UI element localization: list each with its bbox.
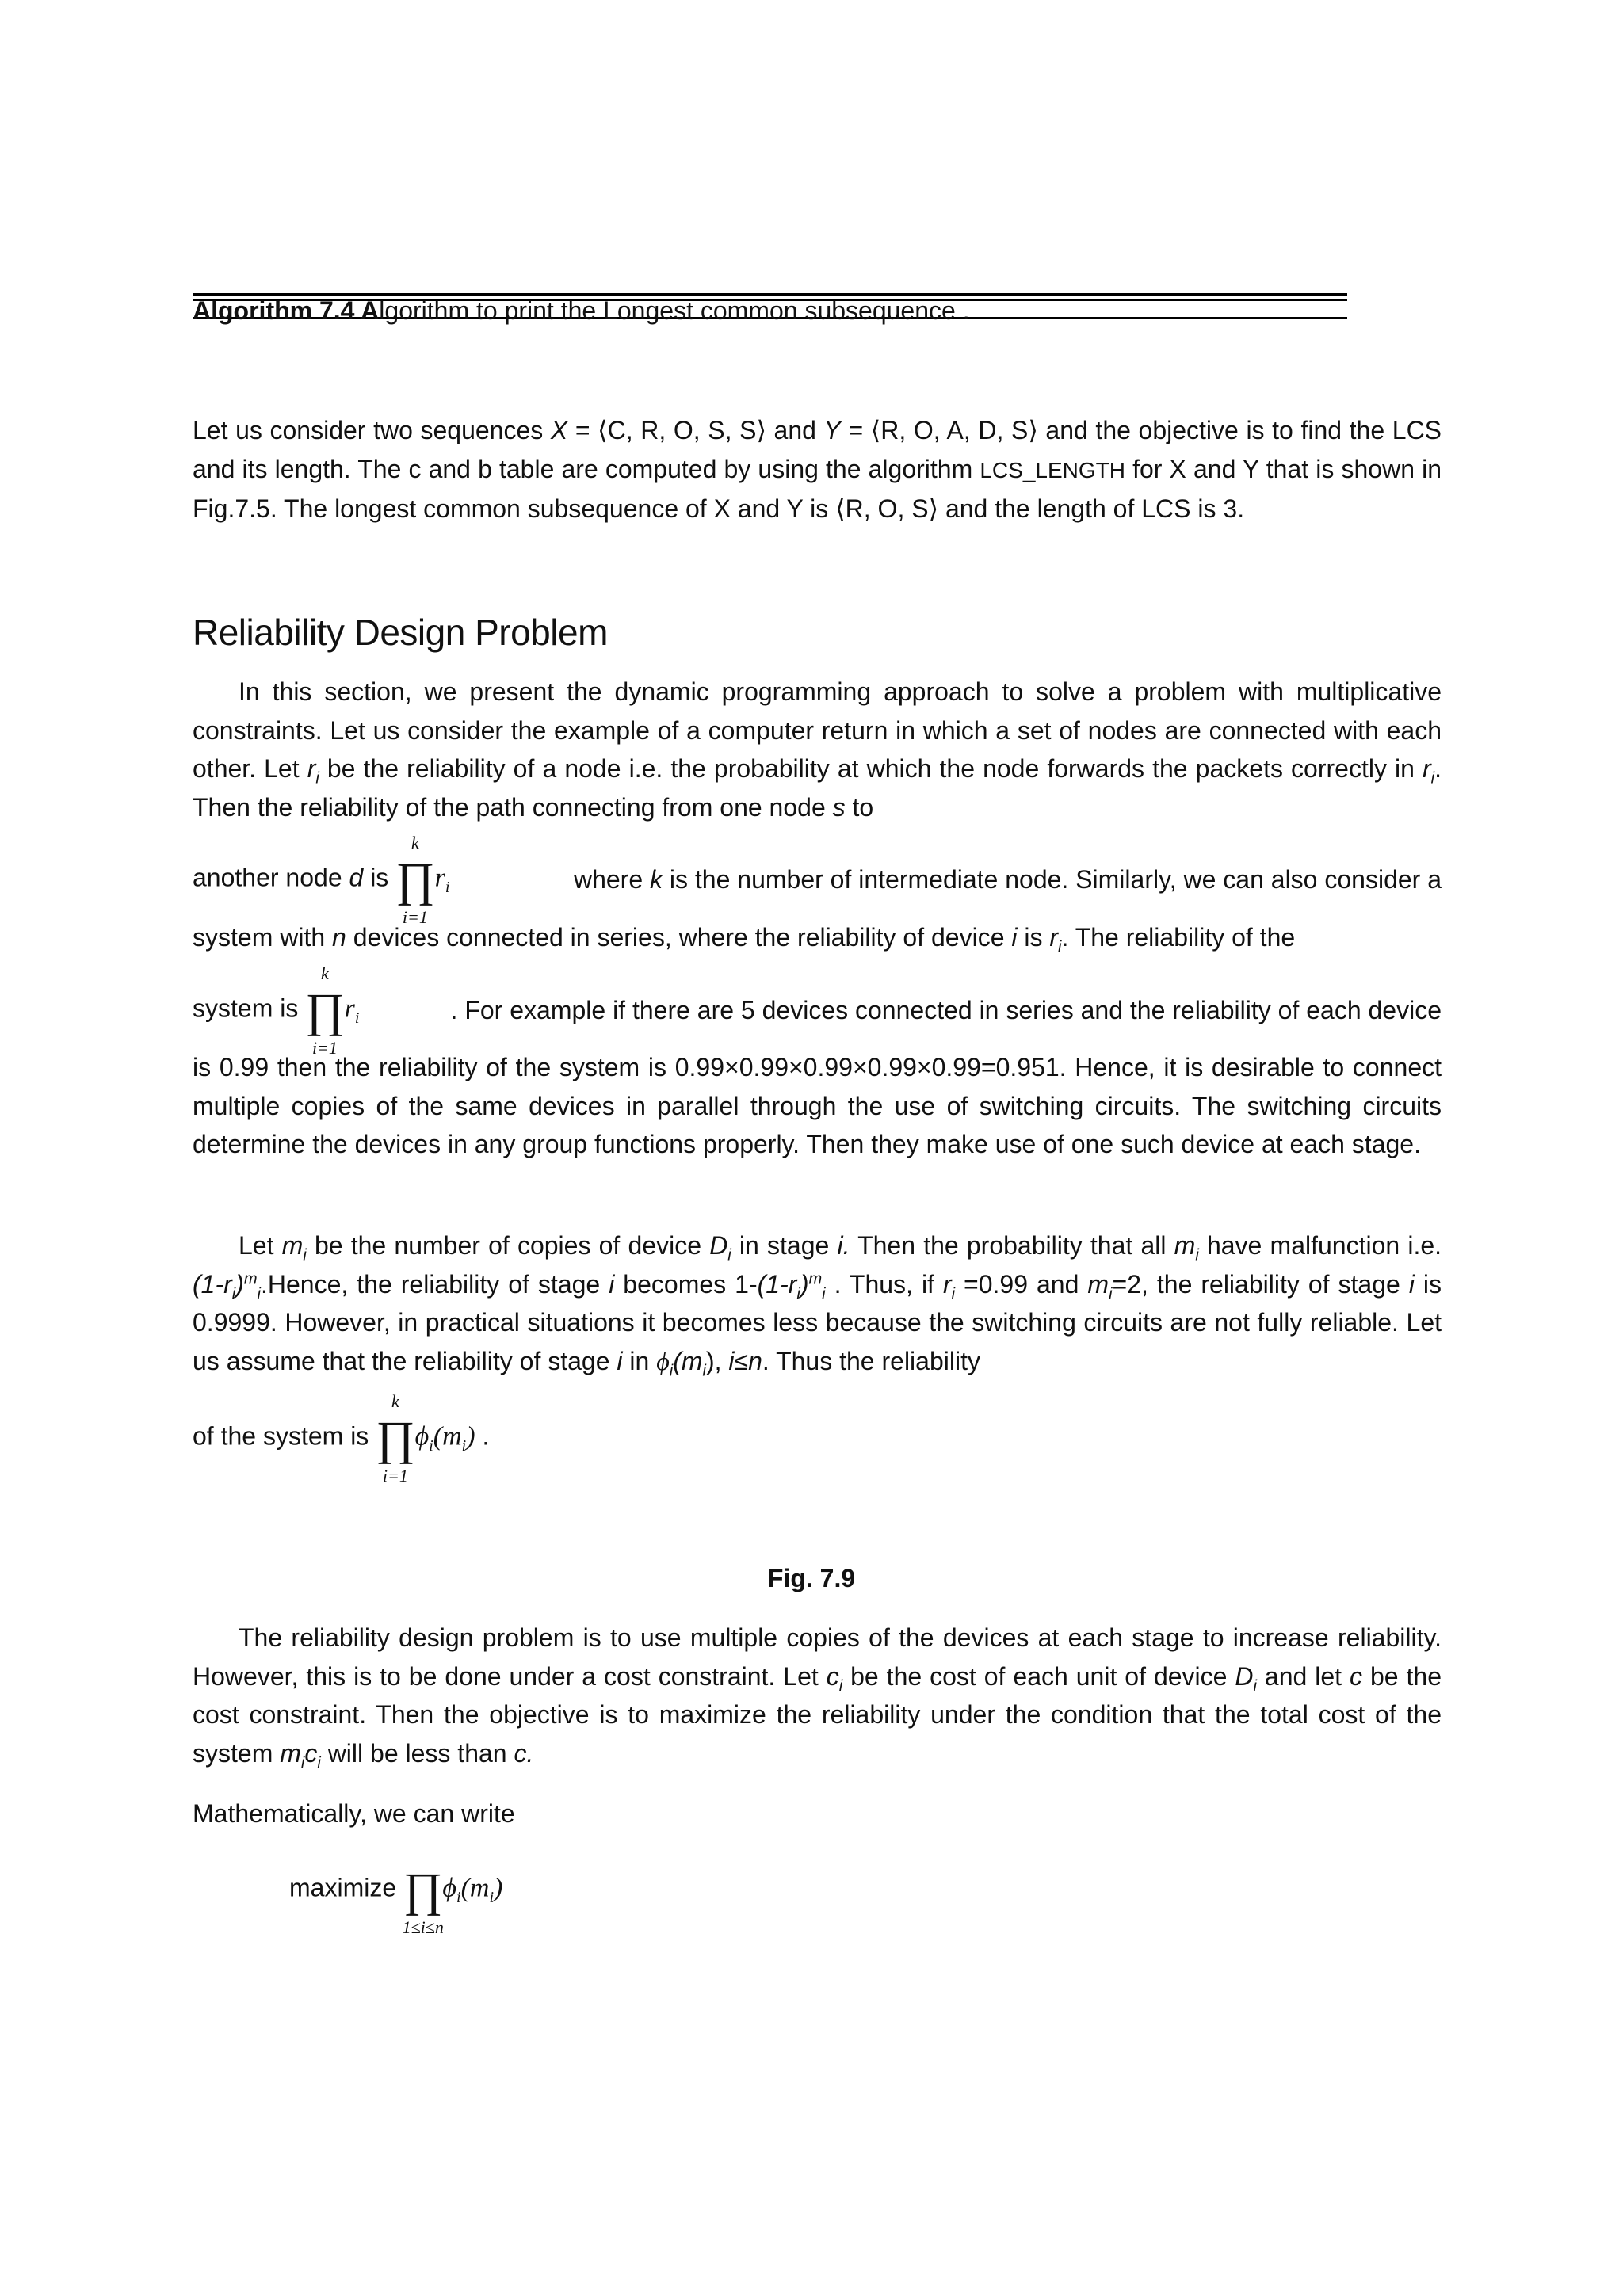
expr: (1-r xyxy=(757,1269,797,1299)
text: for X and Y that is shown in Fig.7.5. The longest common subsequence of X and Y is ⟨R, O, S⟩ and the length of LCS is 3. xyxy=(193,454,1442,523)
var: m xyxy=(1174,1231,1196,1260)
algorithm-title: lgorithm to print the Longest common subsequence . xyxy=(379,296,970,325)
text: becomes 1- xyxy=(614,1269,758,1299)
product-formula-line-2 xyxy=(193,963,1442,1058)
var: i xyxy=(1408,1269,1415,1299)
text: is the number of intermediate node. Similarly, we can also consider a xyxy=(663,865,1442,894)
subscript: i xyxy=(1109,1284,1113,1302)
var: i. xyxy=(837,1231,850,1260)
var: r xyxy=(942,1269,952,1299)
text: in xyxy=(622,1346,657,1375)
superscript: m xyxy=(808,1269,823,1287)
formula-suffix: . For example if there are 5 devices connected in series and the reliability of each device xyxy=(450,996,1442,1024)
algorithm-label: Algorithm 7.4 A xyxy=(193,296,380,325)
text: =2, the reliability of stage xyxy=(1112,1269,1409,1299)
text: is xyxy=(1017,923,1050,952)
var: i xyxy=(609,1269,615,1299)
subscript: i xyxy=(257,1284,261,1302)
text: will be less than xyxy=(320,1738,514,1768)
paragraph-example: is 0.99 then the reliability of the system is 0.99×0.99×0.99×0.99×0.99=0.951. Hence, it is desirable to connect multiple copies of the same devices in parallel through the use of switching circuits. The switching circuits determine the devices in any group functions properly. Then they make use of one such device at each stage. xyxy=(193,1053,1442,1158)
expr: i≤n xyxy=(728,1346,762,1375)
text: be the reliability of a node i.e. the probability at which the node forwards the packets correctly in xyxy=(319,754,1423,783)
maximize-formula xyxy=(289,1863,503,1937)
subscript: i xyxy=(300,1753,305,1772)
subscript: i xyxy=(727,1246,731,1264)
paragraph-series xyxy=(193,918,1442,957)
text: to xyxy=(845,792,874,822)
text: Let xyxy=(239,1231,282,1260)
var: c. xyxy=(514,1738,534,1768)
text: where xyxy=(573,865,650,894)
text: Let us consider two sequences xyxy=(193,416,551,444)
subscript: i xyxy=(1430,769,1435,788)
var: s xyxy=(832,792,846,822)
paragraph-mathematically: Mathematically, we can write xyxy=(193,1799,515,1828)
subscript: i xyxy=(303,1246,307,1264)
product-formula-line-1 xyxy=(193,833,1442,927)
term: r xyxy=(344,994,355,1024)
var: i xyxy=(617,1346,623,1375)
paragraph-intro xyxy=(193,673,1442,826)
subscript: i xyxy=(1195,1246,1199,1264)
formula-suffix xyxy=(574,864,1442,895)
text: is 0.9999. However, in practical situations it becomes less because the switching circuits are not fully reliable. Let us assume that the reliability of stage xyxy=(193,1269,1442,1375)
text: Then the probability that all xyxy=(850,1231,1174,1260)
pi-glyph: ∏ xyxy=(403,1863,443,1916)
subscript: i xyxy=(461,1436,467,1455)
lcs-paragraph xyxy=(193,411,1442,528)
var-x: X xyxy=(550,416,568,444)
pi-glyph: ∏ xyxy=(395,853,435,906)
formula-prefix xyxy=(193,833,450,927)
text: . Then the reliability of the path connecting from one node xyxy=(193,754,1442,822)
subscript: i xyxy=(822,1284,826,1302)
pi-glyph: ∏ xyxy=(305,984,345,1036)
argument: (m xyxy=(460,1873,490,1903)
text: .Hence, the reliability of stage xyxy=(261,1269,609,1299)
pi-glyph: ∏ xyxy=(376,1412,415,1464)
product-formula-line-3 xyxy=(193,1391,490,1486)
expr: (m xyxy=(673,1346,703,1375)
text: The reliability design problem is to use multiple copies of the devices at each stage to increase reliability. However, this is to be done under a cost constraint. Let xyxy=(193,1623,1442,1691)
product-symbol xyxy=(376,1391,415,1486)
subscript: i xyxy=(315,769,319,788)
var: i xyxy=(1011,923,1018,952)
subscript: i xyxy=(796,1284,800,1302)
text: . Thus, if xyxy=(825,1269,943,1299)
expr: ) xyxy=(800,1269,809,1299)
subscript: i xyxy=(456,1888,461,1906)
formula-prefix xyxy=(193,963,360,1058)
var: c xyxy=(1350,1661,1363,1691)
text: In this section, we present the dynamic programming approach to solve a problem with multiplicative constraints. Let us consider the example of a computer return in which a set of nodes are connected with each other. Let xyxy=(193,677,1442,783)
maximize-label: maximize xyxy=(289,1873,404,1902)
argument-close: ) xyxy=(494,1873,503,1903)
upper-limit: k xyxy=(411,833,419,852)
var: k xyxy=(650,865,663,894)
section-heading: Reliability Design Problem xyxy=(193,612,608,653)
term: ϕ xyxy=(442,1873,457,1903)
var: c xyxy=(826,1661,839,1691)
lower-limit: i=1 xyxy=(402,907,428,927)
text: = ⟨C, R, O, S, S⟩ and xyxy=(567,416,824,444)
upper-limit: k xyxy=(391,1391,399,1411)
text: is xyxy=(363,863,396,892)
text: . xyxy=(475,1421,490,1451)
subscript: i xyxy=(231,1284,236,1302)
subscript: i xyxy=(702,1361,706,1379)
text: . The reliability of the xyxy=(1061,923,1296,952)
algorithm-name: LCS_LENGTH xyxy=(980,457,1125,482)
subscript: i xyxy=(1253,1676,1257,1695)
text: of the system is xyxy=(193,1421,376,1451)
var: m xyxy=(280,1738,301,1768)
text: be the number of copies of device xyxy=(306,1231,710,1260)
text: in stage xyxy=(731,1231,838,1260)
superscript: m xyxy=(243,1269,258,1287)
text: =0.99 and xyxy=(955,1269,1088,1299)
expr: (1-r xyxy=(193,1269,232,1299)
subscript: i xyxy=(1058,938,1062,956)
subscript: i xyxy=(669,1361,674,1379)
subscript: i xyxy=(317,1753,321,1772)
var: D xyxy=(709,1231,728,1260)
text: another node xyxy=(193,863,349,892)
lower-limit: i=1 xyxy=(382,1466,408,1486)
text: = ⟨R, O, A, D, S⟩ and the objective is to find the LCS and its length. The c and b table are computed by using the algorithm xyxy=(193,416,1442,483)
text: be the cost constraint. Then the objective is to maximize the reliability under the condition that the total cost of the system xyxy=(193,1661,1442,1768)
product-symbol xyxy=(402,1863,444,1937)
var: r xyxy=(1423,754,1431,783)
subscript: i xyxy=(489,1888,495,1906)
var: c xyxy=(304,1738,318,1768)
subscript: i xyxy=(445,878,450,896)
text: devices connected in series, where the reliability of device xyxy=(346,923,1012,952)
var: m xyxy=(1087,1269,1109,1299)
phi-symbol: ϕ xyxy=(656,1346,670,1375)
subscript: i xyxy=(838,1676,843,1695)
subscript: i xyxy=(354,1009,360,1027)
text: ), xyxy=(705,1346,729,1375)
var: n xyxy=(332,923,346,952)
subscript: i xyxy=(429,1436,433,1455)
var: r xyxy=(307,754,316,783)
product-symbol xyxy=(395,833,435,927)
paragraph-copies xyxy=(193,1226,1442,1380)
figure-label: Fig. 7.9 xyxy=(767,1564,856,1592)
algorithm-caption xyxy=(193,295,970,326)
paragraph-design-problem xyxy=(193,1619,1442,1772)
product-symbol xyxy=(305,963,345,1058)
text: be the cost of each unit of device xyxy=(842,1661,1235,1691)
argument-close: ) xyxy=(466,1421,475,1451)
var: r xyxy=(1049,923,1059,952)
text: and let xyxy=(1256,1661,1350,1691)
var: m xyxy=(281,1231,304,1260)
var: d xyxy=(349,863,364,892)
upper-limit: k xyxy=(321,963,329,983)
term: r xyxy=(434,863,445,893)
lower-limit: i=1 xyxy=(311,1038,338,1058)
subscript: i xyxy=(951,1284,956,1302)
lower-limit: 1≤i≤n xyxy=(402,1917,444,1937)
argument: (m xyxy=(433,1421,462,1451)
text: system is xyxy=(193,994,306,1023)
text: have malfunction i.e. xyxy=(1198,1231,1442,1260)
text: . Thus the reliability xyxy=(762,1346,980,1375)
var: D xyxy=(1235,1661,1254,1691)
text: system with xyxy=(193,923,333,952)
var-y: Y xyxy=(823,416,841,444)
term: ϕ xyxy=(414,1421,430,1451)
expr: ) xyxy=(235,1269,244,1299)
